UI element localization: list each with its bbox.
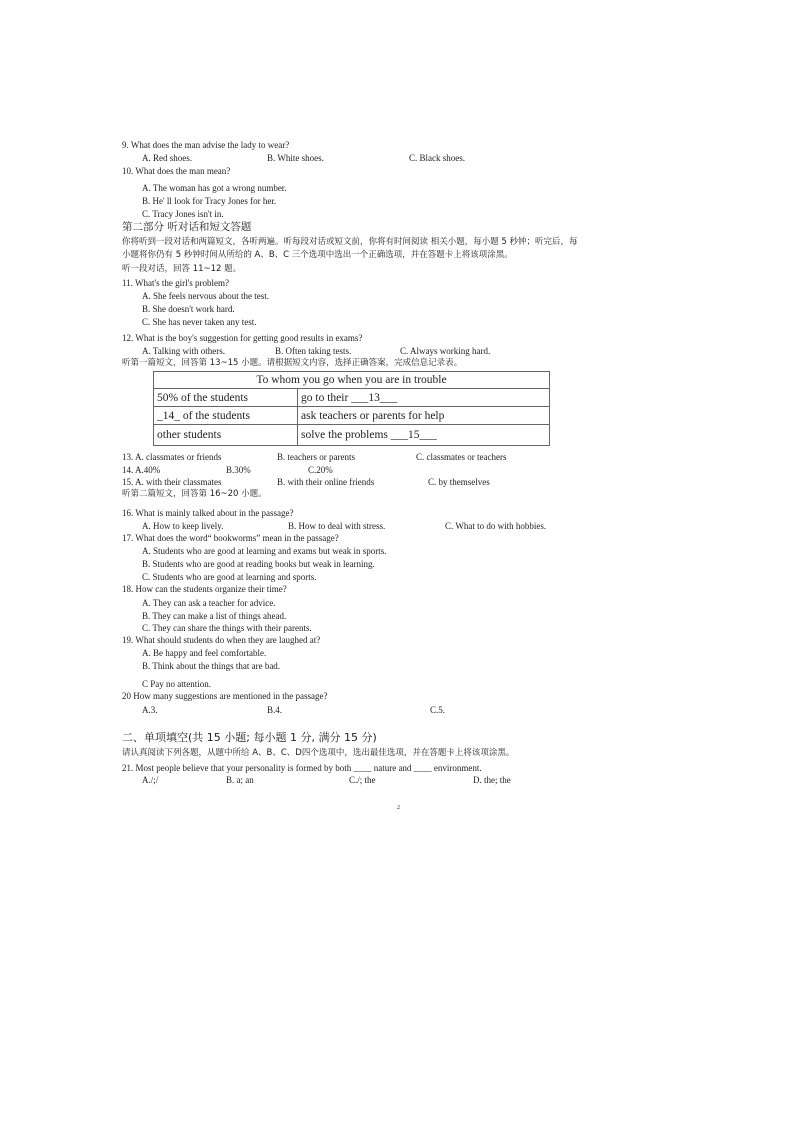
info-record-table xyxy=(153,371,550,446)
q9-option-c: C. Black shoes. xyxy=(409,153,465,163)
q11-option-b: B. She doesn't work hard. xyxy=(142,304,235,314)
q20-option-a: A.3. xyxy=(142,705,158,715)
table-row xyxy=(154,425,550,446)
q12-option-c: C. Always working hard. xyxy=(400,346,491,356)
q12-option-a: A. Talking with others. xyxy=(142,346,225,356)
q13-option-c: C. classmates or teachers xyxy=(416,452,507,462)
q20-option-c: C.5. xyxy=(430,705,446,715)
q11-stem: 11. What's the girl's problem? xyxy=(122,278,229,288)
table-cell: other students xyxy=(154,425,298,446)
table-cell: go to their ___13___ xyxy=(298,389,550,407)
q18-stem: 18. How can the students organize their time? xyxy=(122,584,287,594)
q18-option-c: C. They can share the things with their parents. xyxy=(142,623,312,633)
table-row xyxy=(154,389,550,407)
q18-option-a: A. They can ask a teacher for advice. xyxy=(142,598,276,608)
q17-option-a: A. Students who are good at learning and exams but weak in sports. xyxy=(142,546,387,556)
q21-option-c: C./; the xyxy=(349,775,376,785)
q11-option-c: C. She has never taken any test. xyxy=(142,317,257,327)
q16-stem: 16. What is mainly talked about in the passage? xyxy=(122,508,294,518)
section2-instructions: 请认真阅读下列各题，从题中所给 A、B、C、D四个选项中，选出最佳选项，并在答题卡上将该项涂黑。 xyxy=(122,748,515,758)
passage2-intro: 听第二篇短文，回答第 16~20 小题。 xyxy=(122,489,267,499)
q16-option-b: B. How to deal with stress. xyxy=(288,521,386,531)
q12-option-b: B. Often taking tests. xyxy=(275,346,352,356)
q21-stem: 21. Most people believe that your personality is formed by both ____ nature and ____ environment. xyxy=(122,763,482,773)
section2-title: 二、单项填空(共 15 小题; 每小题 1 分, 满分 15 分) xyxy=(122,731,377,744)
q19-stem: 19. What should students do when they are laughed at? xyxy=(122,635,321,645)
q20-option-b: B.4. xyxy=(267,705,283,715)
q15-option-b: B. with their online friends xyxy=(277,477,375,487)
q11-option-a: A. She feels nervous about the test. xyxy=(142,291,269,301)
q9-option-b: B. White shoes. xyxy=(267,153,324,163)
q16-option-a: A. How to keep lively. xyxy=(142,521,224,531)
q15-option-a: 15. A. with their classmates xyxy=(122,477,222,487)
q17-option-b: B. Students who are good at reading books but weak in learning. xyxy=(142,559,375,569)
page-number: 2 xyxy=(397,805,400,811)
q14-option-c: C.20% xyxy=(308,465,333,475)
passage1-intro: 听第一篇短文，回答第 13~15 小题。请根据短文内容，选择正确答案，完成信息记录表。 xyxy=(122,358,463,368)
q17-stem: 17. What does the word“ bookworms” mean in the passage? xyxy=(122,533,339,543)
q9-option-a: A. Red shoes. xyxy=(142,153,192,163)
q13-option-b: B. teachers or parents xyxy=(277,452,355,462)
q19-option-a: A. Be happy and feel comfortable. xyxy=(142,648,267,658)
q19-option-c: C Pay no attention. xyxy=(142,679,211,689)
part2-instructions-line1: 你将听到一段对话和两篇短文，各听两遍。听每段对话或短文前，你将有时间阅读 相关小题，每小题 5 秒钟；听完后，每 xyxy=(122,237,578,247)
q17-option-c: C. Students who are good at learning and sports. xyxy=(142,572,317,582)
q10-stem: 10. What does the man mean? xyxy=(122,166,231,176)
q10-option-c: C. Tracy Jones isn't in. xyxy=(142,209,224,219)
table-row xyxy=(154,407,550,425)
info-table-title: To whom you go when you are in trouble xyxy=(154,372,550,389)
q21-option-b: B. a; an xyxy=(226,775,254,785)
q10-option-a: A. The woman has got a wrong number. xyxy=(142,183,287,193)
q13-option-a: 13. A. classmates or friends xyxy=(122,452,222,462)
q14-option-b: B.30% xyxy=(226,465,251,475)
q9-stem: 9. What does the man advise the lady to wear? xyxy=(122,140,290,150)
table-cell: solve the problems ___15___ xyxy=(298,425,550,446)
q20-stem: 20 How many suggestions are mentioned in the passage? xyxy=(122,691,328,701)
q21-option-d: D. the; the xyxy=(473,775,511,785)
q10-option-b: B. He' ll look for Tracy Jones for her. xyxy=(142,196,277,206)
q21-option-a: A./;/ xyxy=(142,775,159,785)
part2-title: 第二部分 听对话和短文答题 xyxy=(122,221,252,233)
q14-option-a: 14. A.40% xyxy=(122,465,161,475)
q12-stem: 12. What is the boy's suggestion for getting good results in exams? xyxy=(122,333,363,343)
table-cell: 50% of the students xyxy=(154,389,298,407)
table-cell: _14_ of the students xyxy=(154,407,298,425)
q19-option-b: B. Think about the things that are bad. xyxy=(142,661,281,671)
part2-instructions-line2: 小题将你仍有 5 秒钟时间从所给的 A、B、C 三个选项中选出一个正确选项，并在答题卡上将该项涂黑。 xyxy=(122,250,513,260)
q15-option-c: C. by themselves xyxy=(428,477,490,487)
table-cell: ask teachers or parents for help xyxy=(298,407,550,425)
q16-option-c: C. What to do with hobbies. xyxy=(445,521,547,531)
dialogue-intro: 听一段对话，回答 11~12 题。 xyxy=(122,264,242,274)
q18-option-b: B. They can make a list of things ahead. xyxy=(142,611,287,621)
